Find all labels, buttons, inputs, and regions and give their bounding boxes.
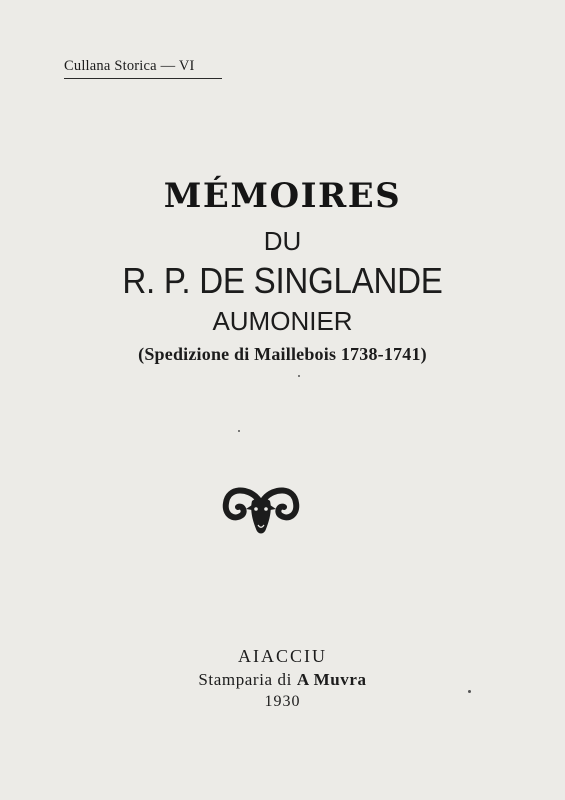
title-memoires: MÉMOIRES bbox=[163, 176, 402, 216]
paper-speck bbox=[238, 430, 240, 432]
imprint-year: 1930 bbox=[264, 693, 301, 710]
title-subtitle: (Spedizione di Maillebois 1738-1741) bbox=[138, 344, 427, 364]
series-label: Cullana Storica — VI bbox=[64, 58, 195, 74]
imprint-press bbox=[0, 670, 565, 690]
imprint-press-prefix: Stamparia di bbox=[198, 670, 292, 689]
series-underline bbox=[64, 78, 222, 79]
title-author: R. P. DE SINGLANDE bbox=[122, 260, 443, 301]
imprint-city: AIACCIU bbox=[238, 646, 327, 666]
title-du: DU bbox=[263, 226, 302, 256]
title-aumonier: AUMONIER bbox=[212, 306, 353, 336]
imprint-press-name: A Muvra bbox=[296, 670, 367, 689]
mouflon-head-icon bbox=[222, 485, 300, 543]
paper-speck bbox=[298, 375, 300, 377]
paper-speck bbox=[468, 690, 471, 693]
